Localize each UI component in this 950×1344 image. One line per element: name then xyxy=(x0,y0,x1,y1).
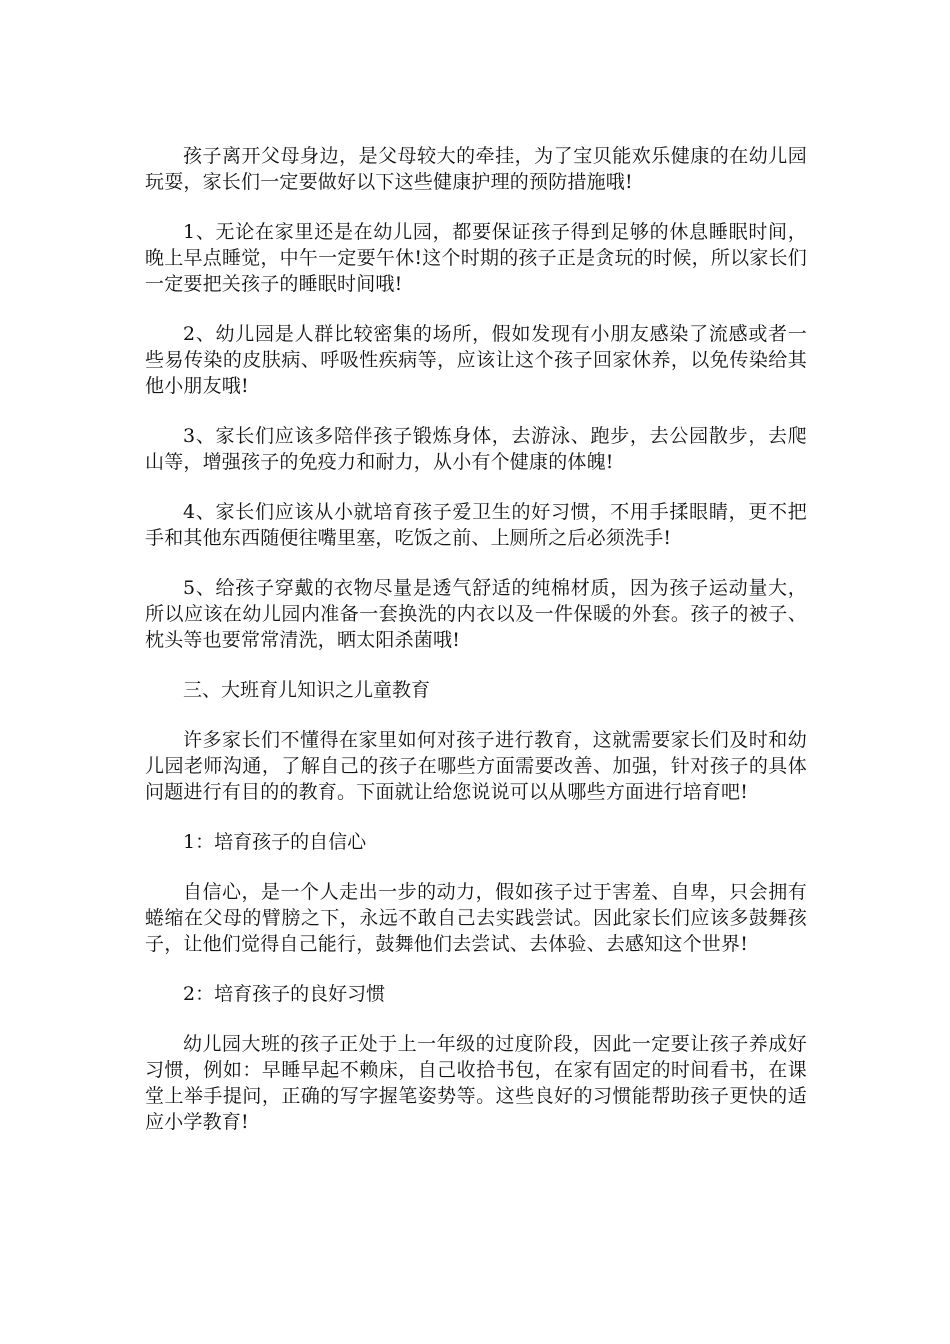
tip-item-1: 1、无论在家里还是在幼儿园，都要保证孩子得到足够的休息睡眠时间，晚上早点睡觉，中午一定要午休!这个时期的孩子正是贪玩的时候，所以家长们一定要把关孩子的睡眠时间哦! xyxy=(145,221,807,295)
tip-item-3: 3、家长们应该多陪伴孩子锻炼身体，去游泳、跑步，去公园散步，去爬山等，增强孩子的免疫力和耐力，从小有个健康的体魄! xyxy=(145,425,807,473)
tip-item-5: 5、给孩子穿戴的衣物尽量是透气舒适的纯棉材质，因为孩子运动量大，所以应该在幼儿园内准备一套换洗的内衣以及一件保暖的外套。孩子的被子、枕头等也要常常清洗，晒太阳杀菌哦! xyxy=(145,577,807,651)
subsection-1-paragraph: 自信心，是一个人走出一步的动力，假如孩子过于害羞、自卑，只会拥有蜷缩在父母的臂膀之下，永远不敢自己去实践尝试。因此家长们应该多鼓舞孩子，让他们觉得自己能行，鼓舞他们去尝试、去体验、去感知这个世界! xyxy=(145,881,807,955)
intro-paragraph: 孩子离开父母身边，是父母较大的牵挂，为了宝贝能欢乐健康的在幼儿园玩耍，家长们一定要做好以下这些健康护理的预防措施哦! xyxy=(145,145,807,193)
tip-item-2: 2、幼儿园是人群比较密集的场所，假如发现有小朋友感染了流感或者一些易传染的皮肤病、呼吸性疾病等，应该让这个孩子回家休养，以免传染给其他小朋友哦! xyxy=(145,323,807,397)
section-3-intro-paragraph: 许多家长们不懂得在家里如何对孩子进行教育，这就需要家长们及时和幼儿园老师沟通，了解自己的孩子在哪些方面需要改善、加强，针对孩子的具体问题进行有目的的教育。下面就让给您说说可以从哪些方面进行培育吧! xyxy=(145,729,807,803)
subsection-2-heading: 2：培育孩子的良好习惯 xyxy=(183,983,386,1005)
tip-item-4: 4、家长们应该从小就培育孩子爱卫生的好习惯，不用手揉眼睛，更不把手和其他东西随便往嘴里塞，吃饭之前、上厕所之后必须洗手! xyxy=(145,501,807,549)
subsection-2-paragraph: 幼儿园大班的孩子正处于上一年级的过度阶段，因此一定要让孩子养成好习惯，例如：早睡早起不赖床，自己收拾书包，在家有固定的时间看书，在课堂上举手提问，正确的写字握笔姿势等。这些良好的习惯能帮助孩子更快的适应小学教育! xyxy=(145,1033,807,1133)
section-3-heading: 三、大班育儿知识之儿童教育 xyxy=(183,679,431,701)
subsection-1-heading: 1：培育孩子的自信心 xyxy=(183,831,367,853)
document-body xyxy=(145,143,807,1159)
